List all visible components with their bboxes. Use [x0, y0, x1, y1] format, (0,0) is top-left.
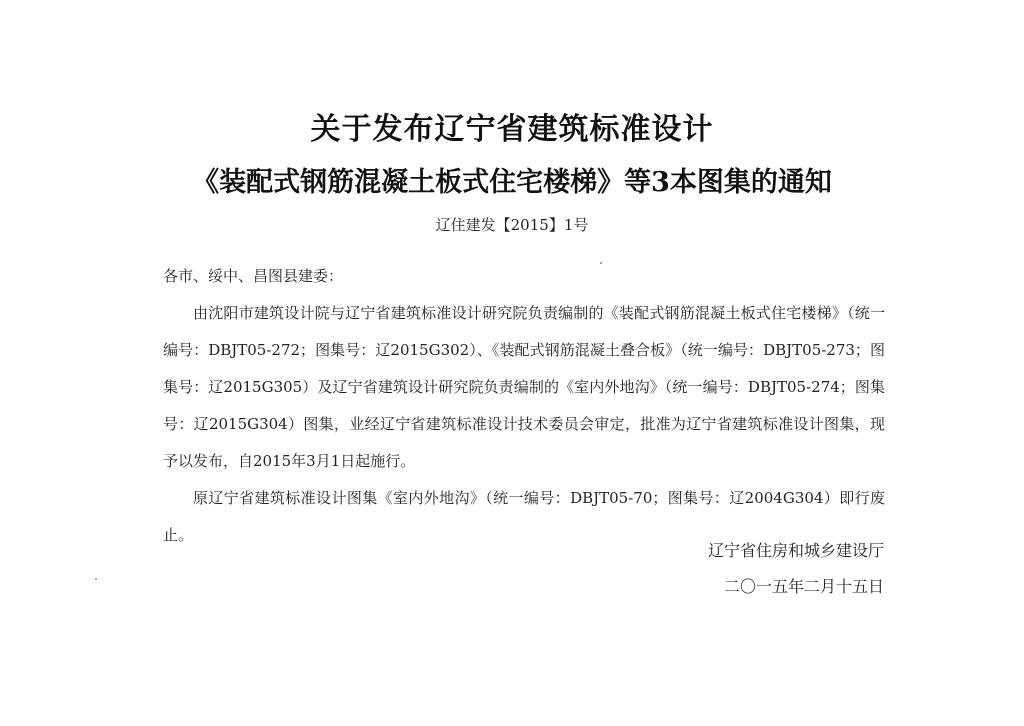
notice-title-line-1: 关于发布辽宁省建筑标准设计 [310, 112, 714, 147]
scan-speck [95, 578, 97, 580]
paragraph-repeal: 原辽宁省建筑标准设计图集《室内外地沟》（统一编号：DBJT05-70；图集号：辽2004G304）即行废止。 [163, 489, 885, 544]
issue-date: 二〇一五年二月十五日 [723, 577, 884, 596]
salutation: 各市、绥中、昌图县建委： [163, 267, 344, 285]
issuing-authority: 辽宁省住房和城乡建设厅 [707, 541, 884, 560]
notice-title-line-2: 《装配式钢筋混凝土板式住宅楼梯》等3本图集的通知 [192, 167, 832, 198]
notice-body [163, 258, 885, 554]
document-number: 辽住建发【2015】1号 [435, 216, 589, 234]
scan-speck [600, 262, 602, 264]
paragraph-publication: 由沈阳市建筑设计院与辽宁省建筑标准设计研究院负责编制的《装配式钢筋混凝土板式住宅楼梯》（统一编号：DBJT05-272；图集号：辽2015G302）、《装配式钢筋混凝土叠合板》（统一编号：DBJT05-273；图集号：辽2015G305）及辽宁省建筑设计研究院负责编制的《室内外地沟》（统一编号：DBJT05-274；图集号：辽2015G304）图集，业经辽宁省建筑标准设计技术委员会审定，批准为辽宁省建筑标准设计图集，现予以发布，自2015年3月1日起施行。 [163, 304, 885, 470]
